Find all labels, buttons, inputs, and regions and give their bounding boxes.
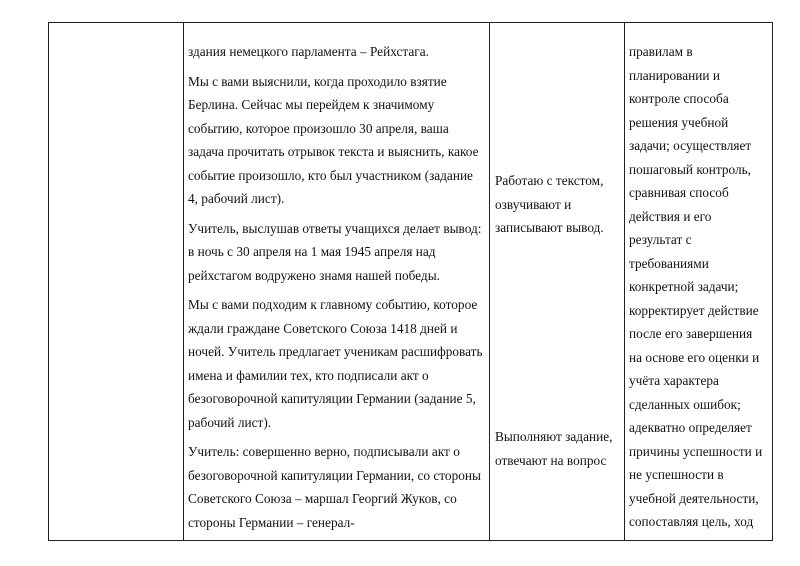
student-activity-cell bbox=[490, 23, 625, 541]
paragraph: здания немецкого парламента – Рейхстага. bbox=[188, 44, 429, 59]
paragraph: Мы с вами выяснили, когда проходило взятие Берлина. Сейчас мы перейдем к значимому событию, которое произошло 30 апреля, ваша задача прочитать отрывок текста и выяснить, какое событие произошло, кто был участником (задание 4, рабочий лист). bbox=[188, 73, 479, 206]
student-activity-text: Работаю с текстом, озвучивают и записывают вывод. bbox=[495, 173, 604, 235]
student-activity-text: Выполняют задание, отвечают на вопрос bbox=[495, 429, 613, 468]
teacher-activity-cell bbox=[184, 23, 490, 541]
learning-outcomes-cell bbox=[625, 23, 773, 541]
stage-cell bbox=[49, 23, 184, 541]
paragraph: Учитель, выслушав ответы учащихся делает вывод: в ночь с 30 апреля на 1 мая 1945 апреля над рейхстагом водружено знамя нашей победы. bbox=[188, 220, 482, 283]
outcomes-text: правилам в планировании и контроле способа решения учебной задачи; осуществляет пошаговый контроль, сравнивая способ действия и его результат с требованиями конкретной задачи; корректирует действие после его завершения на основе его оценки и учёта характера сделанных ошибок; адекватно определяет причины успешности и не успешности в учебной деятельности, сопоставляя цель, ход bbox=[629, 44, 763, 529]
table-row bbox=[49, 23, 773, 541]
paragraph: Учитель: совершенно верно, подписывали акт о безоговорочной капитуляции Германии, со стороны Советского Союза – маршал Георгий Жуков, со стороны Германии – генерал- bbox=[188, 444, 481, 530]
paragraph: Мы с вами подходим к главному событию, которое ждали граждане Советского Союза 1418 дней и ночей. Учитель предлагает ученикам расшифровать имена и фамилии тех, кто подписали акт о безоговорочной капитуляции Германии (задание 5, рабочий лист). bbox=[188, 297, 483, 430]
lesson-table bbox=[48, 22, 773, 541]
